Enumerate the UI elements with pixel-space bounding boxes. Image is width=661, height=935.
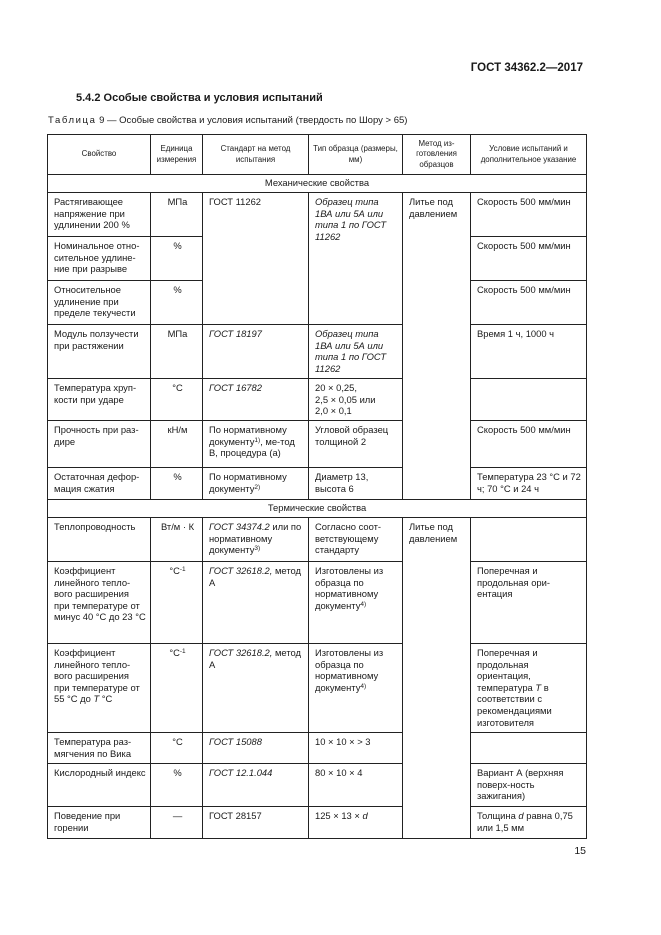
cell-unit: Вт/м · К bbox=[151, 518, 203, 562]
std-code: ГОСТ 32618.2, bbox=[209, 647, 273, 658]
footnote-ref: 2) bbox=[254, 483, 261, 491]
cell-unit: кН/м bbox=[151, 421, 203, 468]
std-text: метод А bbox=[209, 647, 301, 670]
cell-sample: Образец типа 1ВА или 5А или типа 1 по ГОСТ 11262 bbox=[309, 193, 403, 325]
col-header-conditions: Условие испытаний и дополнительное указание bbox=[471, 135, 587, 175]
table-row bbox=[48, 379, 587, 421]
caption-prefix: Таблица bbox=[48, 115, 97, 126]
cell-sample bbox=[309, 807, 403, 839]
cell-unit: — bbox=[151, 807, 203, 839]
table-row bbox=[48, 644, 587, 733]
std-code: ГОСТ 32618.2, bbox=[209, 565, 273, 576]
cell-sample: 80 × 10 × 4 bbox=[309, 764, 403, 807]
table-row bbox=[48, 193, 587, 237]
cell-property: Теплопроводность bbox=[48, 518, 151, 562]
unit-exponent: -1 bbox=[179, 566, 186, 573]
prop-text: Коэффициент линейного тепло-вого расширения при температуре от 55 °С до bbox=[54, 647, 140, 705]
std-text: По нормативному документу bbox=[209, 424, 287, 447]
footnote-ref: 3) bbox=[254, 545, 261, 553]
cell-property: Поведение при горении bbox=[48, 807, 151, 839]
cond-text: в соответствии с рекомендациями изготовителя bbox=[477, 681, 552, 728]
table-row bbox=[48, 562, 587, 644]
cell-condition bbox=[471, 807, 587, 839]
unit-text: °С bbox=[169, 647, 180, 658]
table-row bbox=[48, 325, 587, 379]
cell-sample bbox=[309, 562, 403, 644]
cell-property: Кислородный индекс bbox=[48, 764, 151, 807]
std-text: или по нормативному документу bbox=[209, 521, 302, 556]
prop-symbol: T bbox=[93, 693, 100, 705]
footnote-ref: 1) bbox=[254, 436, 261, 444]
table-row bbox=[48, 518, 587, 562]
cell-sample bbox=[309, 379, 403, 421]
footnote-ref: 4) bbox=[360, 682, 367, 690]
cell-sample: Образец типа 1ВА или 5А или типа 1 по ГОСТ 11262 bbox=[309, 325, 403, 379]
cell-method: Литье под давлением bbox=[403, 518, 471, 839]
cell-property: Модуль ползучести при растяжении bbox=[48, 325, 151, 379]
std-text: метод А bbox=[209, 565, 301, 588]
cond-text: равна 0,75 или 1,5 мм bbox=[477, 810, 573, 833]
cell-condition: Скорость 500 мм/мин bbox=[471, 281, 587, 325]
cell-condition bbox=[471, 733, 587, 764]
table-row bbox=[48, 421, 587, 468]
std-text: По нормативному документу bbox=[209, 471, 287, 494]
cell-property: Растягивающее напряжение при удлинении 200 % bbox=[48, 193, 151, 237]
cell-standard: ГОСТ 28157 bbox=[203, 807, 309, 839]
cell-sample: Диаметр 13, высота 6 bbox=[309, 468, 403, 500]
document-id: ГОСТ 34362.2—2017 bbox=[470, 62, 583, 74]
cell-standard bbox=[203, 468, 309, 500]
sample-line: 2,5 × 0,05 или bbox=[315, 393, 376, 405]
col-header-unit: Единица измерения bbox=[151, 135, 203, 175]
sample-text: Изготовлены из образца по нормативному документу bbox=[315, 565, 384, 611]
cell-property: Номинальное отно-сительное удлине-ние при разрыве bbox=[48, 237, 151, 281]
page-number: 15 bbox=[574, 845, 586, 857]
properties-table bbox=[47, 134, 587, 839]
cell-unit bbox=[151, 644, 203, 733]
cell-sample: Согласно соот-ветствующему стандарту bbox=[309, 518, 403, 562]
col-header-method: Метод из-готовления образцов bbox=[403, 135, 471, 175]
cell-property: Относительное удлинение при пределе текучести bbox=[48, 281, 151, 325]
cell-property: Коэффициент линейного тепло-вого расширения при температуре от минус 40 °С до 23 °С bbox=[48, 562, 151, 644]
cell-standard bbox=[203, 562, 309, 644]
cell-unit: % bbox=[151, 281, 203, 325]
col-header-sample: Тип образца (размеры, мм) bbox=[309, 135, 403, 175]
table-row bbox=[48, 468, 587, 500]
std-text: , ме-тод В, процедура (а) bbox=[209, 435, 295, 459]
cell-standard: ГОСТ 11262 bbox=[203, 193, 309, 325]
section-label: Механические свойства bbox=[48, 175, 587, 193]
table-header-row bbox=[48, 135, 587, 175]
cell-standard: ГОСТ 18197 bbox=[203, 325, 309, 379]
sample-text: 125 × 13 × bbox=[315, 810, 363, 821]
cell-condition: Температура 23 °С и 72 ч; 70 °С и 24 ч bbox=[471, 468, 587, 500]
cell-standard: ГОСТ 12.1.044 bbox=[203, 764, 309, 807]
cond-text: Толщина bbox=[477, 810, 519, 821]
cell-condition: Время 1 ч, 1000 ч bbox=[471, 325, 587, 379]
std-code: ГОСТ 34374.2 bbox=[209, 521, 270, 532]
cell-sample bbox=[309, 644, 403, 733]
cell-standard bbox=[203, 644, 309, 733]
table-row bbox=[48, 733, 587, 764]
table-caption bbox=[48, 115, 407, 126]
sample-text: Изготовлены из образца по нормативному документу bbox=[315, 647, 384, 693]
sample-symbol: d bbox=[362, 810, 368, 821]
section-row-thermal bbox=[48, 500, 587, 518]
section-label: Термические свойства bbox=[48, 500, 587, 518]
cell-unit: МПа bbox=[151, 325, 203, 379]
cell-condition bbox=[471, 518, 587, 562]
cell-property: Остаточная дефор-мация сжатия bbox=[48, 468, 151, 500]
cell-unit bbox=[151, 562, 203, 644]
cell-standard bbox=[203, 518, 309, 562]
cell-condition: Скорость 500 мм/мин bbox=[471, 421, 587, 468]
cell-unit: МПа bbox=[151, 193, 203, 237]
cell-unit: °C bbox=[151, 379, 203, 421]
cond-symbol: T bbox=[535, 681, 542, 693]
table-row bbox=[48, 807, 587, 839]
cell-unit: °С bbox=[151, 733, 203, 764]
cell-standard: ГОСТ 15088 bbox=[203, 733, 309, 764]
col-header-property: Свойство bbox=[48, 135, 151, 175]
cell-sample: 10 × 10 × > 3 bbox=[309, 733, 403, 764]
cell-condition: Скорость 500 мм/мин bbox=[471, 237, 587, 281]
cell-property: Прочность при раз-дире bbox=[48, 421, 151, 468]
table-row bbox=[48, 764, 587, 807]
cell-property: Температура раз-мягчения по Вика bbox=[48, 733, 151, 764]
caption-text: 9 — Особые свойства и условия испытаний (твердость по Шору > 65) bbox=[99, 115, 408, 126]
footnote-ref: 4) bbox=[360, 600, 367, 608]
cell-condition: Скорость 500 мм/мин bbox=[471, 193, 587, 237]
cond-symbol: d bbox=[518, 810, 524, 821]
cell-method: Литье под давлением bbox=[403, 193, 471, 500]
sample-line: 20 × 0,25, bbox=[315, 382, 357, 393]
cond-text: Поперечная и продольная ориентация, температура bbox=[477, 647, 538, 693]
unit-text: °С bbox=[169, 565, 180, 576]
cell-condition bbox=[471, 644, 587, 733]
sample-line: 2,0 × 0,1 bbox=[315, 405, 352, 417]
section-row-mechanical bbox=[48, 175, 587, 193]
cell-unit: % bbox=[151, 468, 203, 500]
col-header-standard: Стандарт на метод испытания bbox=[203, 135, 309, 175]
cell-standard bbox=[203, 421, 309, 468]
cell-property bbox=[48, 644, 151, 733]
cell-condition: Вариант А (верхняя поверх-ность зажигания) bbox=[471, 764, 587, 807]
cell-property: Температура хруп-кости при ударе bbox=[48, 379, 151, 421]
prop-text: °С bbox=[99, 693, 113, 705]
cell-standard: ГОСТ 16782 bbox=[203, 379, 309, 421]
cell-unit: % bbox=[151, 764, 203, 807]
cell-unit: % bbox=[151, 237, 203, 281]
cell-condition: Поперечная и продольная ори-ентация bbox=[471, 562, 587, 644]
section-title: 5.4.2 Особые свойства и условия испытаний bbox=[76, 92, 323, 104]
cell-sample: Угловой образец толщиной 2 bbox=[309, 421, 403, 468]
cell-condition bbox=[471, 379, 587, 421]
unit-exponent: -1 bbox=[179, 648, 186, 655]
